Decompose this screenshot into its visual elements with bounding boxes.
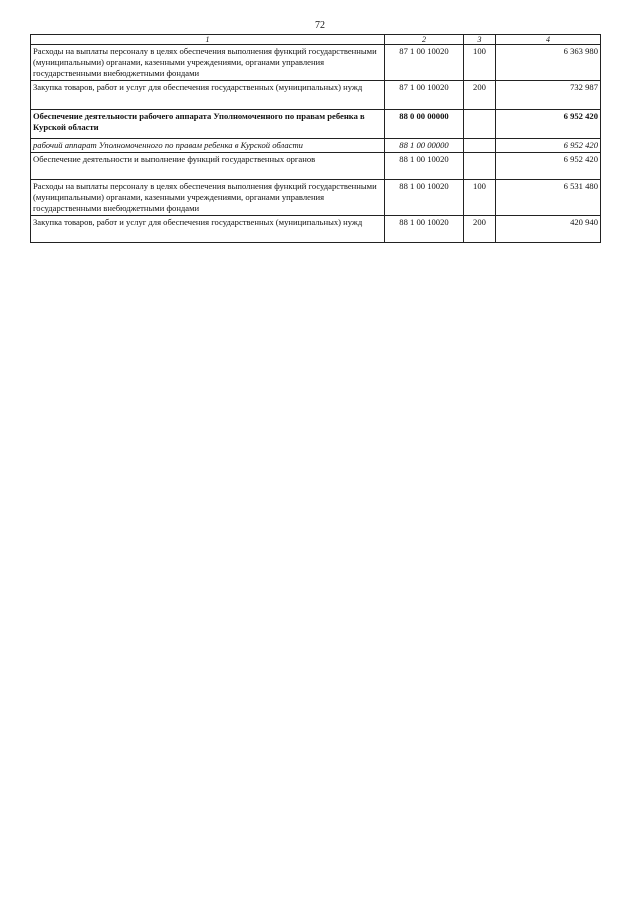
table-row (31, 45, 601, 81)
row-sum: 6 952 420 (496, 110, 601, 139)
table-row (31, 81, 601, 110)
row-code: 88 1 00 10020 (385, 216, 464, 243)
row-sum: 420 940 (496, 216, 601, 243)
row-type: 200 (464, 216, 496, 243)
row-code: 87 1 00 10020 (385, 45, 464, 81)
table-row (31, 110, 601, 139)
row-sum: 6 363 980 (496, 45, 601, 81)
table-row (31, 216, 601, 243)
row-sum: 6 952 420 (496, 153, 601, 180)
row-type: 100 (464, 45, 496, 81)
row-type (464, 153, 496, 180)
row-code: 88 1 00 00000 (385, 139, 464, 153)
row-name: Обеспечение деятельности рабочего аппарата Уполномоченного по правам ребенка в Курской области (31, 110, 385, 139)
table-row (31, 139, 601, 153)
row-sum: 732 987 (496, 81, 601, 110)
column-number-1: 1 (31, 35, 385, 45)
row-name: Обеспечение деятельности и выполнение функций государственных органов (31, 153, 385, 180)
column-number-4: 4 (496, 35, 601, 45)
row-name: Расходы на выплаты персоналу в целях обеспечения выполнения функций государственными (муниципальными) органами, казенными учреждениями, органами управления государственными внебюджетными фондами (31, 180, 385, 216)
row-name: Закупка товаров, работ и услуг для обеспечения государственных (муниципальных) нужд (31, 81, 385, 110)
row-code: 88 1 00 10020 (385, 180, 464, 216)
row-type: 200 (464, 81, 496, 110)
row-code: 88 1 00 10020 (385, 153, 464, 180)
column-numbers-row (31, 35, 601, 45)
row-sum: 6 952 420 (496, 139, 601, 153)
table-row (31, 153, 601, 180)
table-row (31, 180, 601, 216)
row-sum: 6 531 480 (496, 180, 601, 216)
page-number: 72 (315, 20, 325, 31)
row-name: Закупка товаров, работ и услуг для обеспечения государственных (муниципальных) нужд (31, 216, 385, 243)
row-type (464, 139, 496, 153)
column-number-2: 2 (385, 35, 464, 45)
column-number-3: 3 (464, 35, 496, 45)
row-code: 88 0 00 00000 (385, 110, 464, 139)
row-type: 100 (464, 180, 496, 216)
row-name: Расходы на выплаты персоналу в целях обеспечения выполнения функций государственными (муниципальными) органами, казенными учреждениями, органами управления государственными внебюджетными фондами (31, 45, 385, 81)
budget-table (30, 34, 601, 243)
row-name: рабочий аппарат Уполномоченного по правам ребенка в Курской области (31, 139, 385, 153)
row-code: 87 1 00 10020 (385, 81, 464, 110)
row-type (464, 110, 496, 139)
